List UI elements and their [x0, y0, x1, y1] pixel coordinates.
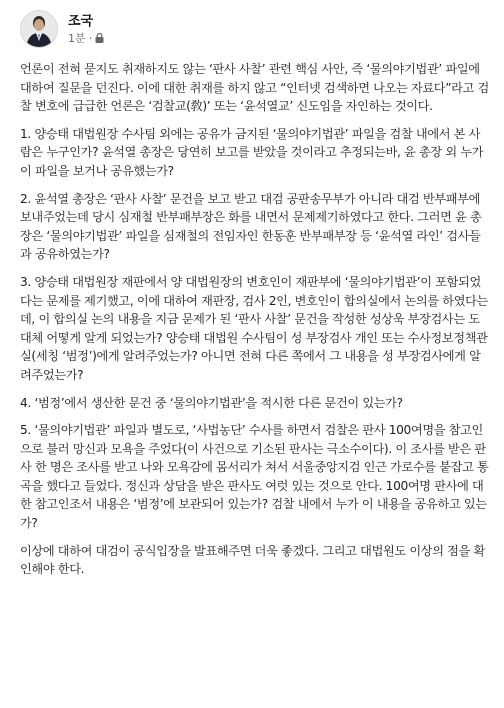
- post-paragraph-conclusion: 이상에 대하여 대검이 공식입장을 발표해주면 더욱 좋겠다. 그리고 대법원도 이상의 점을 확인해야 한다.: [20, 543, 485, 577]
- post-header: [20, 6, 490, 52]
- post-timestamp[interactable]: 1분: [68, 31, 86, 45]
- post-paragraph-question-1: 1. 양승태 대법원장 수사팀 외에는 공유가 금지된 ‘물의야기법관’ 파일을 검찰 내에서 본 사람은 누구인가? 윤석열 총장은 당연히 보고를 받았을 것이라고 추정되는바, 윤 총장 외 누가 이 파일을 보거나 공유했는가?: [20, 126, 484, 178]
- author-avatar[interactable]: [20, 10, 58, 48]
- meta-separator: ·: [88, 31, 93, 45]
- lock-icon[interactable]: [95, 33, 104, 43]
- author-block: [68, 13, 104, 46]
- post-paragraph-question-4: 4. ‘범정’에서 생산한 문건 중 ‘물의야기법관’을 적시한 다른 문건이 있는가?: [20, 395, 403, 410]
- post-paragraph-question-5: 5. ‘물의야기법관’ 파일과 별도로, ‘사법농단’ 수사를 하면서 검찰은 판사 100여명을 참고인으로 불러 망신과 모욕을 주었다(이 사건으로 기소된 판사는 극소수이다). 이 조사를 받은 판사 한 명은 조사를 받고 나와 모욕감에 몸서리가 쳐서 서울중앙지검 인근 가로수를 붙잡고 통곡을 했다고 들었다. 정신과 상담을 받은 판사도 여럿 있는 것으로 안다. 100여명 판사에 대한 참고인조서 내용은 ‘범정’에 보관되어 있는가? 검찰 내에서 누가 이 내용을 공유하고 있는가?: [20, 423, 489, 531]
- post-content: [20, 60, 490, 579]
- avatar-portrait-icon: [21, 11, 57, 47]
- post-meta: [68, 31, 104, 46]
- author-name[interactable]: 조국: [68, 13, 94, 29]
- post-paragraph-intro: 언론이 전혀 묻지도 취재하지도 않는 ‘판사 사찰’ 관련 핵심 사안, 즉 ‘물의야기법관’ 파일에 대하여 질문을 던진다. 이에 대한 취재를 하지 않고 “인터넷 검색하면 나오는 자료다”라고 검찰 변호에 급급한 언론은 ‘검찰교(敎)’ 또는 ‘윤석열교’ 신도임을 자인하는 것이다.: [20, 62, 489, 114]
- post-paragraph-question-2: 2. 윤석열 총장은 ‘판사 사찰’ 문건을 보고 받고 대검 공판송무부가 아니라 대검 반부패부에 보내주었는데 당시 심재철 반부패부장은 화를 내면서 문제제기하였다고 한다. 그러면 윤 총장은 ‘물의야기법관’ 파일을 심재철의 전임자인 한동훈 반부패부장 등 ‘윤석열 라인’ 검사들과 공유하였는가?: [20, 191, 482, 262]
- post-paragraph-question-3: 3. 양승태 대법원장 재판에서 양 대법원장의 변호인이 재판부에 ‘물의야기법관’이 포함되었다는 문제를 제기했고, 이에 대하여 재판장, 검사 2인, 변호인이 합의실에서 논의를 하였다는데, 이 합의실 논의 내용을 지금 문제가 된 ‘판사 사찰’ 문건을 작성한 성상욱 부장검사는 도대체 어떻게 알게 되었는가? 양승태 대법원 수사팀이 성 부장검사 개인 또는 수사정보정책관실(세칭 ‘범정’)에게 알려주었는가? 아니면 전혀 다른 쪽에서 그 내용을 성 부장검사에게 알려주었는가?: [20, 274, 488, 382]
